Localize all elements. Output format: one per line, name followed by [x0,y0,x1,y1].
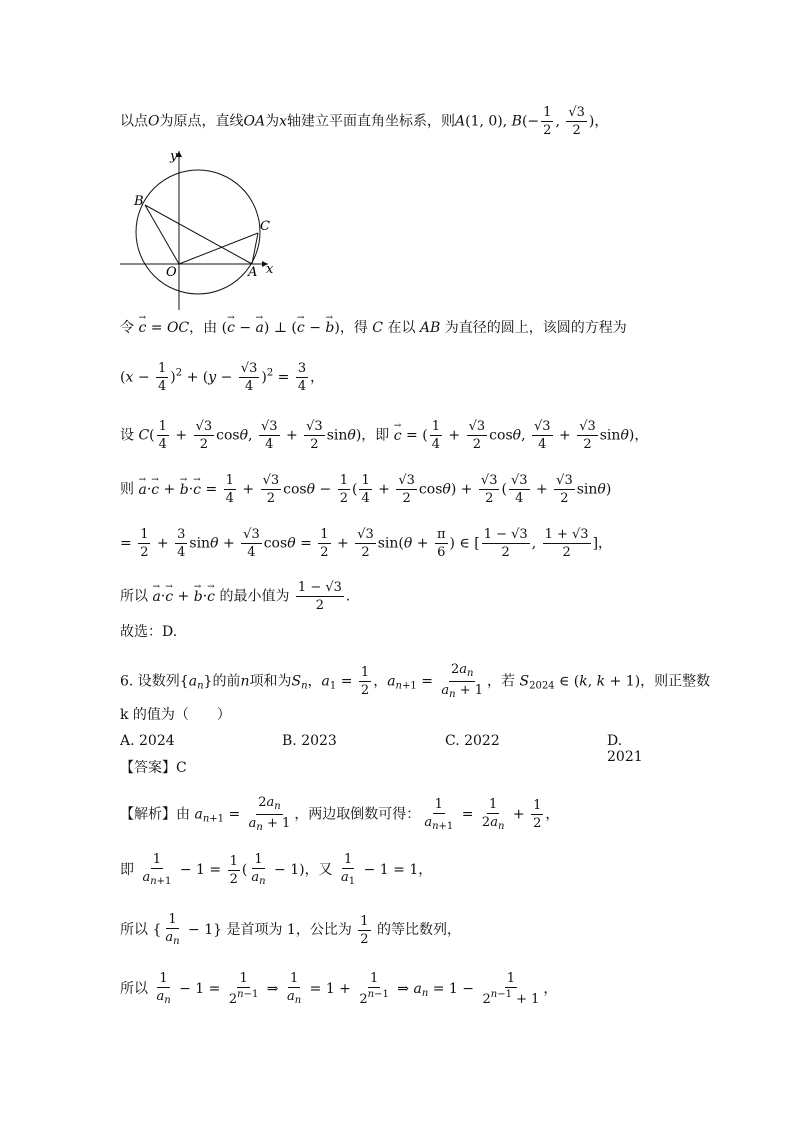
coordinate-figure [118,145,288,315]
analysis-line: 【解析】由 $a_{n+1}$ = $\frac{2a_n}{a_n + 1}$ ，两边取倒数可得： $\frac{1}{a_{n+1}}$ = $\frac{1}{2a_n}$ + $\frac{1}{2}$ ， [120,795,560,833]
q6-options [120,733,660,765]
let-c-line: 令 → c = OC，由 (→ c − → a) ⊥ (→ c − → b)，得 C 在以 AB 为直径的圆上，该圆的方程为 [120,318,627,338]
option-c: C. 2022 [445,733,500,749]
point-b-label: B [134,194,144,209]
equals-line: = $\frac{1}{2}$ + $\frac{3}{4}$ sinθ + $\frac{√3}{4}$ cosθ = $\frac{1}{2}$ + $\frac{√3}{2}$ sin(θ + $\frac{\pi}{6}$ ) ∈ [ $\frac{1 - √3}{2}$ , $\frac{1 + √3}{2}$ ]， [120,527,613,560]
answer-line: 【答案】C [120,760,187,776]
x-axis-label: x [266,262,274,277]
q6-stem2-line: k 的值为（ ） [120,707,231,723]
q6-stem-line: 6. 设数列$\{a_n\}$的前n项和为$S_n$，$a_1$ = $\frac{1}{2}$ ，$a_{n+1}$ = $\frac{2a_n}{a_n + 1}$ ，若 $S_{2024}$ ∈ (k, k + 1)，则正整数 [120,662,711,700]
point-o-label: O [166,265,177,280]
intro-line: 以点O为原点，直线OA为x轴建立平面直角坐标系，则A(1, 0), B(− $\frac{1}{2}$ , $\frac{√3}{2}$ )， [120,105,609,138]
step1-line: 即 $\frac{1}{a_{n+1}}$ − 1 = $\frac{1}{2}$ ( $\frac{1}{a_n}$ − 1)，又 $\frac{1}{a_1}$ − 1 = 1， [120,852,433,887]
y-axis-label: y [170,149,178,164]
choose-line: 故选：D. [120,624,178,640]
point-a-label: A [248,265,258,280]
option-b: B. 2023 [282,733,337,749]
point-c-label: C [260,219,270,234]
step2-line: 所以 { $\frac{1}{a_n}$ − 1} 是首项为 1，公比为 $\frac{1}{2}$ 的等比数列， [120,912,462,947]
option-a: A. 2024 [120,733,175,749]
circle-equation-line: (x − $\frac{1}{4}$ )$^2$ + (y − $\frac{√3}{4}$ )$^2$ = $\frac{3}{4}$ ， [120,361,325,394]
step3-line: 所以 $\frac{1}{a_n}$ − 1 = $\frac{1}{2^{n-1}}$ ⇒ $\frac{1}{a_n}$ = 1 + $\frac{1}{2^{n-1}}$ ⇒ $a_n = 1$ − $\frac{1}{2^{n-1} + 1}$ ， [120,971,558,1007]
option-d: D. 2021 [607,733,643,765]
set-c-line: 设 C( $\frac{1}{4}$ + $\frac{√3}{2}$ cosθ, $\frac{√3}{4}$ + $\frac{√3}{2}$ sinθ)，即 → c = ( $\frac{1}{4}$ + $\frac{√3}{2}$ cosθ, $\frac{√3}{4}$ + $\frac{√3}{2}$ sinθ)， [120,420,648,451]
then-line: 则 → a·→ c + → b·→ c = $\frac{1}{4}$ + $\frac{√3}{2}$ cosθ − $\frac{1}{2}$ ( $\frac{1}{4}$ + $\frac{√3}{2}$ cosθ) + $\frac{√3}{2}$ ( $\frac{√3}{4}$ + $\frac{√3}{2}$ sinθ) [120,474,611,505]
so-min-line: 所以 → a·→ c + → b·→ c 的最小值为 $\frac{1 - √3}{2}$ . [120,581,350,612]
